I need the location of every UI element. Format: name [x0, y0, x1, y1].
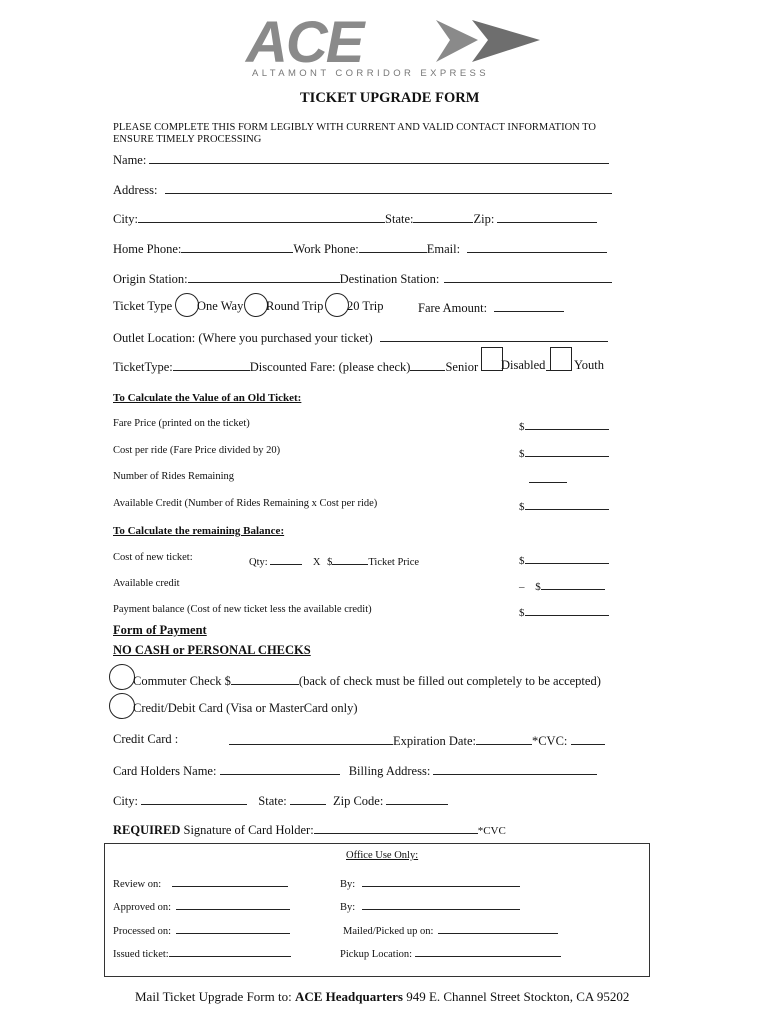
zip-field[interactable]: [497, 210, 597, 223]
cvc-label: *CVC:: [531, 734, 568, 748]
approved-field[interactable]: [176, 897, 290, 910]
required-label: REQUIRED: [113, 823, 181, 837]
signature-cvc-label: *CVC: [477, 825, 506, 837]
outlet-field[interactable]: [380, 329, 608, 342]
rides-remaining-field[interactable]: [529, 470, 567, 483]
cvc-field[interactable]: [571, 732, 605, 745]
work-phone-label: Work Phone:: [293, 242, 359, 256]
origin-label: Origin Station:: [113, 272, 188, 286]
minus-sign: –: [519, 581, 525, 593]
cost-new-field[interactable]: [525, 551, 609, 564]
commuter-check-note: (back of check must be filled out completely to be accepted): [298, 674, 601, 688]
cost-new-label: Cost of new ticket:: [113, 552, 193, 563]
billing-state-label: State:: [258, 794, 287, 808]
origin-field[interactable]: [188, 270, 340, 283]
commuter-check-field[interactable]: [231, 672, 299, 685]
twenty-trip-label: 20 Trip: [347, 299, 384, 313]
ticket-type-label: Ticket Type: [113, 299, 173, 313]
one-way-label: One Way: [197, 299, 244, 313]
by2-label: By:: [340, 902, 356, 913]
zip-label: Zip:: [473, 212, 495, 226]
processed-field[interactable]: [176, 921, 290, 934]
card-holder-field[interactable]: [220, 762, 340, 775]
credit-card-label: Credit Card :: [113, 732, 179, 746]
fare-price-label: Fare Price (printed on the ticket): [113, 418, 250, 429]
pickup-label: Pickup Location:: [340, 949, 413, 960]
logo-arrow-1: [436, 20, 478, 62]
credit-card-field[interactable]: [229, 732, 393, 745]
issued-label: Issued ticket:: [113, 949, 169, 960]
fare-amount-label: Fare Amount:: [418, 301, 488, 315]
ticket-price-dollar: $: [327, 557, 333, 568]
youth-checkbox[interactable]: [550, 347, 572, 371]
ace-logo-graphic: [240, 14, 550, 66]
by2-field[interactable]: [362, 897, 520, 910]
no-cash-notice: NO CASH or PERSONAL CHECKS: [113, 643, 311, 657]
cost-per-ride-field[interactable]: [525, 444, 609, 457]
qty-field[interactable]: [270, 552, 302, 565]
office-heading: Office Use Only:: [346, 850, 419, 861]
payment-balance-dollar: $: [519, 607, 525, 619]
credit-debit-radio[interactable]: [109, 693, 135, 719]
home-phone-field[interactable]: [181, 240, 293, 253]
by1-label: By:: [340, 879, 356, 890]
senior-checkbox[interactable]: [481, 347, 503, 371]
mailed-label: Mailed/Picked up on:: [343, 926, 434, 937]
billing-city-field[interactable]: [141, 792, 247, 805]
old-ticket-heading: To Calculate the Value of an Old Ticket:: [113, 392, 302, 404]
cost-per-ride-dollar: $: [519, 448, 525, 460]
ticket-type2-label: TicketType:: [113, 360, 173, 374]
work-phone-field[interactable]: [359, 240, 427, 253]
billing-zip-field[interactable]: [386, 792, 448, 805]
name-label: Name:: [113, 153, 147, 167]
payment-balance-field[interactable]: [525, 603, 609, 616]
address-field[interactable]: [165, 181, 612, 194]
commuter-check-radio[interactable]: [109, 664, 135, 690]
balance-credit-dollar: $: [535, 581, 541, 593]
available-credit-dollar: $: [519, 501, 525, 513]
discounted-blank[interactable]: [410, 358, 445, 371]
discounted-label: Discounted Fare: (please check): [249, 360, 411, 374]
expiration-label: Expiration Date:: [393, 734, 476, 748]
billing-label: Billing Address:: [348, 764, 431, 778]
destination-field[interactable]: [444, 270, 612, 283]
footer-prefix: Mail Ticket Upgrade Form to:: [135, 989, 295, 1004]
commuter-check-label: Commuter Check $: [133, 674, 231, 688]
youth-label: Youth: [574, 358, 604, 372]
state-field[interactable]: [413, 210, 473, 223]
issued-field[interactable]: [169, 944, 291, 957]
billing-city-label: City:: [113, 794, 139, 808]
credit-debit-label: Credit/Debit Card (Visa or MasterCard only): [133, 701, 358, 715]
rides-remaining-label: Number of Rides Remaining: [113, 471, 235, 482]
expiration-field[interactable]: [476, 732, 532, 745]
qty-label: Qty:: [249, 557, 268, 568]
email-label: Email:: [426, 242, 461, 256]
billing-zip-label: Zip Code:: [332, 794, 384, 808]
signature-field[interactable]: [314, 821, 478, 834]
fare-price-dollar: $: [519, 421, 525, 433]
review-label: Review on:: [113, 879, 162, 890]
signature-label: Signature of Card Holder:: [180, 823, 314, 837]
cost-per-ride-label: Cost per ride (Fare Price divided by 20): [113, 445, 281, 456]
intro-text: PLEASE COMPLETE THIS FORM LEGIBLY WITH CURRENT AND VALID CONTACT INFORMATION TO ENSURE TIMELY PROCESSING: [113, 122, 596, 145]
round-trip-label: Round Trip: [266, 299, 324, 313]
destination-label: Destination Station:: [339, 272, 440, 286]
available-credit-label: Available Credit (Number of Rides Remaining x Cost per ride): [113, 498, 378, 509]
cost-new-dollar: $: [519, 555, 525, 567]
email-field[interactable]: [467, 240, 607, 253]
available-credit-field[interactable]: [525, 497, 609, 510]
balance-available-credit-label: Available credit: [113, 578, 180, 589]
ticket-price-field[interactable]: [332, 552, 368, 565]
ticket-type2-field[interactable]: [173, 358, 250, 371]
logo-tagline: ALTAMONT CORRIDOR EXPRESS: [252, 68, 490, 79]
twenty-trip-radio[interactable]: [325, 293, 349, 317]
processed-label: Processed on:: [113, 926, 172, 937]
pickup-field[interactable]: [415, 944, 561, 957]
review-field[interactable]: [172, 874, 288, 887]
approved-label: Approved on:: [113, 902, 172, 913]
times-sign: X: [312, 557, 321, 568]
disabled-label: Disabled: [501, 358, 546, 372]
balance-credit-field[interactable]: [541, 577, 605, 590]
address-label: Address:: [113, 183, 158, 197]
form-title: TICKET UPGRADE FORM: [300, 90, 480, 106]
city-label: City:: [113, 212, 139, 226]
name-field[interactable]: [149, 151, 609, 164]
balance-heading: To Calculate the remaining Balance:: [113, 525, 285, 537]
state-label: State:: [385, 212, 414, 226]
payment-balance-label: Payment balance (Cost of new ticket less the available credit): [113, 604, 372, 615]
footer-org: ACE Headquarters: [294, 989, 403, 1004]
billing-state-field[interactable]: [290, 792, 326, 805]
by1-field[interactable]: [362, 874, 520, 887]
round-trip-radio[interactable]: [244, 293, 268, 317]
payment-heading: Form of Payment: [113, 623, 207, 637]
card-holder-label: Card Holders Name:: [113, 764, 217, 778]
city-field[interactable]: [138, 210, 385, 223]
footer-address: 949 E. Channel Street Stockton, CA 95202: [402, 989, 630, 1004]
one-way-radio[interactable]: [175, 293, 199, 317]
outlet-label: Outlet Location: (Where you purchased your ticket): [113, 331, 373, 345]
fare-amount-field[interactable]: [494, 299, 564, 312]
logo-arrow-2: [472, 20, 540, 62]
billing-field[interactable]: [433, 762, 597, 775]
fare-price-field[interactable]: [525, 417, 609, 430]
ticket-price-label: Ticket Price: [368, 557, 420, 568]
senior-label: Senior: [445, 360, 479, 374]
logo-brand: ACE: [246, 14, 363, 66]
home-phone-label: Home Phone:: [113, 242, 182, 256]
mailed-field[interactable]: [438, 921, 558, 934]
